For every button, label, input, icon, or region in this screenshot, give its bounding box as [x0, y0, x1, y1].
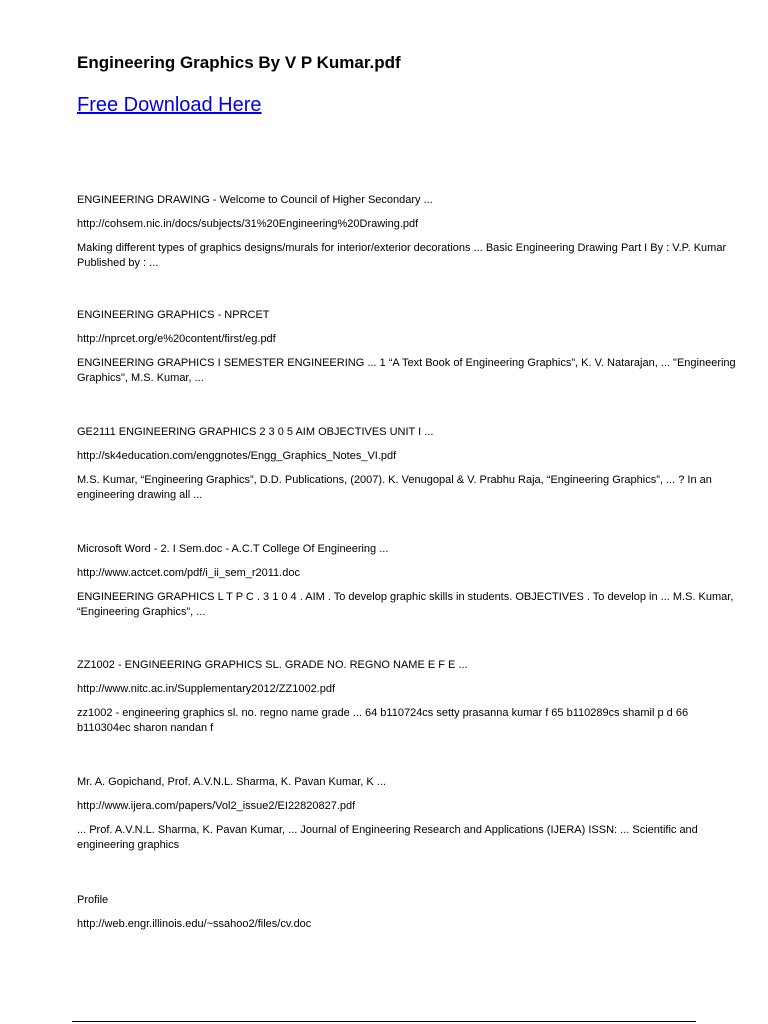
free-download-link[interactable]: Free Download Here: [77, 94, 262, 116]
result-url: http://www.nitc.ac.in/Supplementary2012/ZZ1002.pdf: [77, 683, 336, 695]
result-description: zz1002 - engineering graphics sl. no. regno name grade ... 64 b110724cs setty prasanna kumar f 65 b110289cs shamil p d 66 b110304ec sharon nandan f: [77, 707, 689, 734]
result-title: ENGINEERING DRAWING - Welcome to Council of Higher Secondary ...: [77, 194, 433, 206]
result-description: ENGINEERING GRAPHICS L T P C . 3 1 0 4 . AIM . To develop graphic skills in students. OBJECTIVES . To develop in ... M.S. Kumar, “Engineering Graphics”, ...: [77, 591, 734, 618]
result-description: ... Prof. A.V.N.L. Sharma, K. Pavan Kumar, ... Journal of Engineering Research and Applications (IJERA) ISSN: ... Scientific and engineering graphics: [77, 824, 698, 851]
result-url: http://www.actcet.com/pdf/i_ii_sem_r2011.doc: [77, 567, 300, 579]
result-title: ZZ1002 - ENGINEERING GRAPHICS SL. GRADE NO. REGNO NAME E F E ...: [77, 659, 468, 671]
result-entry: [77, 308, 737, 386]
result-description: Making different types of graphics designs/murals for interior/exterior decorations ... Basic Engineering Drawing Part I By : V.P. Kumar Published by : ...: [77, 242, 727, 269]
result-url: http://www.ijera.com/papers/Vol2_issue2/EI22820827.pdf: [77, 800, 356, 812]
result-entry: [77, 775, 737, 853]
result-title: GE2111 ENGINEERING GRAPHICS 2 3 0 5 AIM OBJECTIVES UNIT I ...: [77, 426, 434, 438]
result-url: http://web.engr.illinois.edu/~ssahoo2/files/cv.doc: [77, 918, 312, 930]
result-url: http://sk4education.com/enggnotes/Engg_Graphics_Notes_VI.pdf: [77, 450, 397, 462]
document-title: Engineering Graphics By V P Kumar.pdf: [77, 53, 401, 72]
result-entry: [77, 542, 737, 620]
result-url: http://nprcet.org/e%20content/first/eg.pdf: [77, 333, 276, 345]
result-description: ENGINEERING GRAPHICS I SEMESTER ENGINEERING ... 1 “A Text Book of Engineering Graphics”, K. V. Natarajan, ... "Engineering Graphics", M.S. Kumar, ...: [77, 357, 736, 384]
bottom-divider: [72, 1021, 696, 1022]
result-description: M.S. Kumar, “Engineering Graphics”, D.D. Publications, (2007). K. Venugopal & V. Prabhu Raja, “Engineering Graphics”, ... ? In an engineering drawing all ...: [77, 474, 712, 501]
result-title: Microsoft Word - 2. I Sem.doc - A.C.T College Of Engineering ...: [77, 543, 389, 555]
result-title: ENGINEERING GRAPHICS - NPRCET: [77, 309, 270, 321]
result-title: Profile: [77, 894, 109, 906]
result-entry: [77, 658, 737, 736]
result-entry: [77, 193, 737, 271]
result-title: Mr. A. Gopichand, Prof. A.V.N.L. Sharma, K. Pavan Kumar, K ...: [77, 776, 386, 788]
result-url: http://cohsem.nic.in/docs/subjects/31%20Engineering%20Drawing.pdf: [77, 218, 419, 230]
result-entry: [77, 425, 737, 503]
result-entry: [77, 893, 737, 932]
